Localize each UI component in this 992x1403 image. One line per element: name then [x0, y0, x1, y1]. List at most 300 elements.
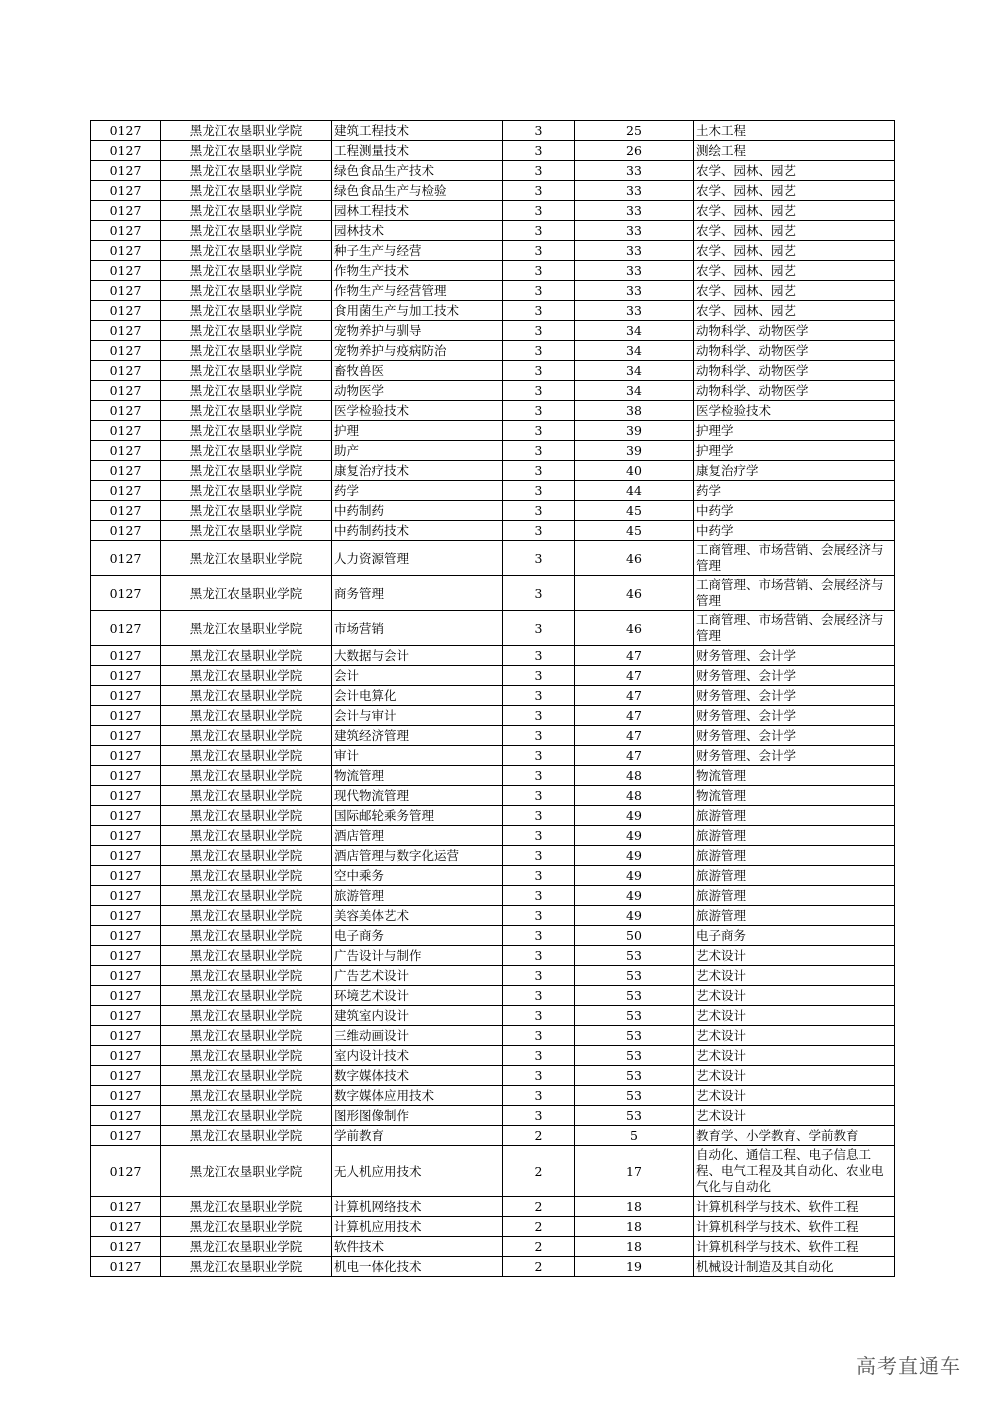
col-code: 0127	[91, 1086, 161, 1106]
col-code: 0127	[91, 1106, 161, 1126]
table-row	[91, 686, 895, 706]
col-subject: 动物科学、动物医学	[694, 381, 895, 401]
col-subject-code: 25	[575, 121, 694, 141]
col-subject: 旅游管理	[694, 866, 895, 886]
table-row	[91, 1217, 895, 1237]
table-row	[91, 886, 895, 906]
col-code: 0127	[91, 541, 161, 576]
col-subject: 财务管理、会计学	[694, 726, 895, 746]
col-code: 0127	[91, 481, 161, 501]
col-years: 3	[503, 121, 575, 141]
col-years: 3	[503, 1066, 575, 1086]
col-years: 3	[503, 886, 575, 906]
col-subject: 土木工程	[694, 121, 895, 141]
col-subject-code: 39	[575, 441, 694, 461]
col-subject: 农学、园林、园艺	[694, 181, 895, 201]
table-row	[91, 646, 895, 666]
table-row	[91, 986, 895, 1006]
col-subject: 财务管理、会计学	[694, 706, 895, 726]
col-years: 3	[503, 1086, 575, 1106]
col-code: 0127	[91, 1237, 161, 1257]
col-subject-code: 53	[575, 1046, 694, 1066]
col-years: 3	[503, 341, 575, 361]
col-subject-code: 46	[575, 611, 694, 646]
col-subject-code: 48	[575, 786, 694, 806]
col-subject-code: 53	[575, 946, 694, 966]
col-subject-code: 53	[575, 966, 694, 986]
col-years: 3	[503, 576, 575, 611]
col-major: 药学	[332, 481, 503, 501]
table-row	[91, 261, 895, 281]
col-code: 0127	[91, 221, 161, 241]
col-subject: 工商管理、市场营销、会展经济与管理	[694, 576, 895, 611]
col-subject: 艺术设计	[694, 1066, 895, 1086]
col-code: 0127	[91, 1146, 161, 1197]
col-subject-code: 33	[575, 281, 694, 301]
col-code: 0127	[91, 421, 161, 441]
col-subject: 财务管理、会计学	[694, 746, 895, 766]
col-subject-code: 34	[575, 381, 694, 401]
col-code: 0127	[91, 926, 161, 946]
col-subject: 财务管理、会计学	[694, 646, 895, 666]
col-subject-code: 49	[575, 826, 694, 846]
col-school: 黑龙江农垦职业学院	[161, 1066, 332, 1086]
table-row	[91, 421, 895, 441]
col-years: 3	[503, 926, 575, 946]
col-subject-code: 34	[575, 341, 694, 361]
col-years: 3	[503, 241, 575, 261]
table-row	[91, 501, 895, 521]
col-years: 3	[503, 866, 575, 886]
col-code: 0127	[91, 726, 161, 746]
col-subject-code: 18	[575, 1237, 694, 1257]
col-years: 3	[503, 441, 575, 461]
table-row	[91, 241, 895, 261]
col-school: 黑龙江农垦职业学院	[161, 401, 332, 421]
col-years: 3	[503, 401, 575, 421]
col-code: 0127	[91, 301, 161, 321]
table-body	[91, 121, 895, 1277]
col-years: 3	[503, 461, 575, 481]
col-school: 黑龙江农垦职业学院	[161, 1197, 332, 1217]
col-subject: 农学、园林、园艺	[694, 201, 895, 221]
col-subject: 艺术设计	[694, 1006, 895, 1026]
col-code: 0127	[91, 1257, 161, 1277]
table-row	[91, 966, 895, 986]
col-subject: 物流管理	[694, 766, 895, 786]
col-subject-code: 45	[575, 501, 694, 521]
col-school: 黑龙江农垦职业学院	[161, 261, 332, 281]
col-subject: 财务管理、会计学	[694, 686, 895, 706]
col-subject-code: 40	[575, 461, 694, 481]
col-major: 美容美体艺术	[332, 906, 503, 926]
col-subject-code: 53	[575, 1086, 694, 1106]
table-row	[91, 1237, 895, 1257]
col-years: 3	[503, 501, 575, 521]
col-school: 黑龙江农垦职业学院	[161, 666, 332, 686]
col-years: 2	[503, 1237, 575, 1257]
table-row	[91, 1026, 895, 1046]
col-major: 广告艺术设计	[332, 966, 503, 986]
col-school: 黑龙江农垦职业学院	[161, 1006, 332, 1026]
col-subject-code: 44	[575, 481, 694, 501]
col-major: 软件技术	[332, 1237, 503, 1257]
table-row	[91, 786, 895, 806]
col-code: 0127	[91, 846, 161, 866]
col-school: 黑龙江农垦职业学院	[161, 521, 332, 541]
col-subject: 计算机科学与技术、软件工程	[694, 1237, 895, 1257]
col-code: 0127	[91, 986, 161, 1006]
table-row	[91, 121, 895, 141]
table-row	[91, 361, 895, 381]
col-years: 3	[503, 726, 575, 746]
col-major: 畜牧兽医	[332, 361, 503, 381]
col-years: 3	[503, 686, 575, 706]
table-row	[91, 1257, 895, 1277]
col-years: 3	[503, 321, 575, 341]
col-code: 0127	[91, 401, 161, 421]
col-years: 3	[503, 141, 575, 161]
col-school: 黑龙江农垦职业学院	[161, 806, 332, 826]
col-subject: 护理学	[694, 441, 895, 461]
col-major: 商务管理	[332, 576, 503, 611]
col-subject: 财务管理、会计学	[694, 666, 895, 686]
table-row	[91, 541, 895, 576]
col-subject-code: 48	[575, 766, 694, 786]
col-school: 黑龙江农垦职业学院	[161, 181, 332, 201]
col-subject: 旅游管理	[694, 806, 895, 826]
col-major: 建筑室内设计	[332, 1006, 503, 1026]
table-row	[91, 706, 895, 726]
table-row	[91, 321, 895, 341]
col-major: 物流管理	[332, 766, 503, 786]
col-school: 黑龙江农垦职业学院	[161, 946, 332, 966]
col-major: 助产	[332, 441, 503, 461]
col-subject-code: 47	[575, 706, 694, 726]
col-code: 0127	[91, 161, 161, 181]
col-school: 黑龙江农垦职业学院	[161, 121, 332, 141]
col-subject: 医学检验技术	[694, 401, 895, 421]
col-major: 广告设计与制作	[332, 946, 503, 966]
col-subject-code: 49	[575, 906, 694, 926]
col-subject: 中药学	[694, 501, 895, 521]
col-subject-code: 5	[575, 1126, 694, 1146]
admission-table	[90, 120, 895, 1277]
col-major: 酒店管理与数字化运营	[332, 846, 503, 866]
col-subject: 旅游管理	[694, 906, 895, 926]
col-code: 0127	[91, 521, 161, 541]
col-years: 2	[503, 1257, 575, 1277]
col-subject: 动物科学、动物医学	[694, 341, 895, 361]
col-major: 计算机网络技术	[332, 1197, 503, 1217]
col-school: 黑龙江农垦职业学院	[161, 201, 332, 221]
table-row	[91, 611, 895, 646]
col-years: 3	[503, 261, 575, 281]
col-major: 人力资源管理	[332, 541, 503, 576]
col-code: 0127	[91, 866, 161, 886]
col-school: 黑龙江农垦职业学院	[161, 1086, 332, 1106]
col-years: 3	[503, 1026, 575, 1046]
col-years: 3	[503, 181, 575, 201]
col-code: 0127	[91, 341, 161, 361]
col-subject: 艺术设计	[694, 986, 895, 1006]
col-code: 0127	[91, 261, 161, 281]
col-major: 绿色食品生产与检验	[332, 181, 503, 201]
col-years: 3	[503, 746, 575, 766]
col-years: 2	[503, 1217, 575, 1237]
col-school: 黑龙江农垦职业学院	[161, 1026, 332, 1046]
col-subject-code: 33	[575, 181, 694, 201]
col-years: 3	[503, 611, 575, 646]
table-row	[91, 826, 895, 846]
col-school: 黑龙江农垦职业学院	[161, 381, 332, 401]
table-row	[91, 1066, 895, 1086]
col-subject-code: 33	[575, 241, 694, 261]
table-row	[91, 441, 895, 461]
col-code: 0127	[91, 181, 161, 201]
col-major: 中药制药	[332, 501, 503, 521]
col-years: 3	[503, 381, 575, 401]
table-row	[91, 846, 895, 866]
col-years: 3	[503, 1006, 575, 1026]
col-subject: 物流管理	[694, 786, 895, 806]
col-years: 2	[503, 1146, 575, 1197]
col-code: 0127	[91, 686, 161, 706]
col-major: 作物生产与经营管理	[332, 281, 503, 301]
col-subject-code: 53	[575, 1106, 694, 1126]
col-years: 3	[503, 826, 575, 846]
col-years: 3	[503, 766, 575, 786]
col-years: 3	[503, 966, 575, 986]
col-code: 0127	[91, 786, 161, 806]
col-subject: 电子商务	[694, 926, 895, 946]
col-subject-code: 17	[575, 1146, 694, 1197]
col-school: 黑龙江农垦职业学院	[161, 461, 332, 481]
col-subject-code: 49	[575, 846, 694, 866]
table-row	[91, 666, 895, 686]
col-subject: 中药学	[694, 521, 895, 541]
col-major: 现代物流管理	[332, 786, 503, 806]
col-subject-code: 49	[575, 886, 694, 906]
table-row	[91, 926, 895, 946]
col-subject-code: 18	[575, 1197, 694, 1217]
table-row	[91, 401, 895, 421]
table-row	[91, 381, 895, 401]
col-subject-code: 47	[575, 746, 694, 766]
col-school: 黑龙江农垦职业学院	[161, 646, 332, 666]
col-school: 黑龙江农垦职业学院	[161, 746, 332, 766]
col-years: 3	[503, 946, 575, 966]
col-code: 0127	[91, 241, 161, 261]
col-code: 0127	[91, 281, 161, 301]
col-subject-code: 53	[575, 1066, 694, 1086]
col-years: 3	[503, 201, 575, 221]
col-school: 黑龙江农垦职业学院	[161, 221, 332, 241]
table-row	[91, 866, 895, 886]
table-row	[91, 281, 895, 301]
col-major: 会计	[332, 666, 503, 686]
col-major: 种子生产与经营	[332, 241, 503, 261]
col-major: 动物医学	[332, 381, 503, 401]
col-subject-code: 53	[575, 1006, 694, 1026]
table-row	[91, 341, 895, 361]
table-row	[91, 141, 895, 161]
col-code: 0127	[91, 501, 161, 521]
col-subject: 旅游管理	[694, 846, 895, 866]
col-school: 黑龙江农垦职业学院	[161, 421, 332, 441]
col-code: 0127	[91, 361, 161, 381]
col-years: 3	[503, 161, 575, 181]
table-row	[91, 1126, 895, 1146]
col-major: 园林工程技术	[332, 201, 503, 221]
col-major: 数字媒体技术	[332, 1066, 503, 1086]
col-code: 0127	[91, 1046, 161, 1066]
col-subject-code: 33	[575, 301, 694, 321]
col-years: 3	[503, 421, 575, 441]
col-code: 0127	[91, 201, 161, 221]
col-years: 3	[503, 541, 575, 576]
col-code: 0127	[91, 381, 161, 401]
col-major: 中药制药技术	[332, 521, 503, 541]
col-years: 3	[503, 361, 575, 381]
col-school: 黑龙江农垦职业学院	[161, 1146, 332, 1197]
col-years: 3	[503, 986, 575, 1006]
col-years: 3	[503, 706, 575, 726]
col-subject: 工商管理、市场营销、会展经济与管理	[694, 541, 895, 576]
col-subject-code: 49	[575, 806, 694, 826]
col-code: 0127	[91, 766, 161, 786]
col-major: 康复治疗技术	[332, 461, 503, 481]
col-subject-code: 18	[575, 1217, 694, 1237]
col-code: 0127	[91, 611, 161, 646]
col-major: 大数据与会计	[332, 646, 503, 666]
col-subject: 艺术设计	[694, 1026, 895, 1046]
col-code: 0127	[91, 576, 161, 611]
col-major: 计算机应用技术	[332, 1217, 503, 1237]
table-row	[91, 301, 895, 321]
col-subject-code: 47	[575, 646, 694, 666]
col-major: 作物生产技术	[332, 261, 503, 281]
col-subject: 农学、园林、园艺	[694, 221, 895, 241]
col-subject-code: 33	[575, 221, 694, 241]
col-subject: 农学、园林、园艺	[694, 281, 895, 301]
col-code: 0127	[91, 946, 161, 966]
col-subject-code: 34	[575, 361, 694, 381]
col-years: 3	[503, 666, 575, 686]
col-school: 黑龙江农垦职业学院	[161, 141, 332, 161]
col-years: 3	[503, 521, 575, 541]
col-subject: 教育学、小学教育、学前教育	[694, 1126, 895, 1146]
col-code: 0127	[91, 1126, 161, 1146]
col-major: 会计电算化	[332, 686, 503, 706]
col-school: 黑龙江农垦职业学院	[161, 726, 332, 746]
col-major: 空中乘务	[332, 866, 503, 886]
col-subject-code: 33	[575, 161, 694, 181]
col-subject-code: 26	[575, 141, 694, 161]
col-school: 黑龙江农垦职业学院	[161, 541, 332, 576]
col-years: 3	[503, 1106, 575, 1126]
col-school: 黑龙江农垦职业学院	[161, 886, 332, 906]
col-code: 0127	[91, 646, 161, 666]
col-school: 黑龙江农垦职业学院	[161, 161, 332, 181]
col-code: 0127	[91, 1066, 161, 1086]
table-row	[91, 201, 895, 221]
col-subject: 动物科学、动物医学	[694, 321, 895, 341]
col-years: 3	[503, 301, 575, 321]
col-subject-code: 33	[575, 261, 694, 281]
col-years: 3	[503, 846, 575, 866]
col-major: 工程测量技术	[332, 141, 503, 161]
col-school: 黑龙江农垦职业学院	[161, 241, 332, 261]
col-subject: 自动化、通信工程、电子信息工程、电气工程及其自动化、农业电气化与自动化	[694, 1146, 895, 1197]
col-subject-code: 53	[575, 986, 694, 1006]
col-subject: 农学、园林、园艺	[694, 241, 895, 261]
col-major: 医学检验技术	[332, 401, 503, 421]
col-major: 食用菌生产与加工技术	[332, 301, 503, 321]
table-row	[91, 461, 895, 481]
col-major: 三维动画设计	[332, 1026, 503, 1046]
col-subject-code: 39	[575, 421, 694, 441]
table-row	[91, 746, 895, 766]
col-code: 0127	[91, 461, 161, 481]
col-school: 黑龙江农垦职业学院	[161, 281, 332, 301]
col-major: 国际邮轮乘务管理	[332, 806, 503, 826]
col-school: 黑龙江农垦职业学院	[161, 1237, 332, 1257]
col-code: 0127	[91, 806, 161, 826]
col-major: 绿色食品生产技术	[332, 161, 503, 181]
watermark: 高考直通车	[856, 1354, 961, 1378]
col-years: 3	[503, 646, 575, 666]
col-code: 0127	[91, 826, 161, 846]
col-major: 学前教育	[332, 1126, 503, 1146]
col-major: 市场营销	[332, 611, 503, 646]
col-major: 建筑工程技术	[332, 121, 503, 141]
table-row	[91, 906, 895, 926]
col-years: 3	[503, 221, 575, 241]
col-major: 电子商务	[332, 926, 503, 946]
col-subject: 艺术设计	[694, 1046, 895, 1066]
col-years: 3	[503, 481, 575, 501]
col-years: 2	[503, 1126, 575, 1146]
col-major: 图形图像制作	[332, 1106, 503, 1126]
col-major: 室内设计技术	[332, 1046, 503, 1066]
table-row	[91, 766, 895, 786]
col-code: 0127	[91, 121, 161, 141]
table-row	[91, 1146, 895, 1197]
col-subject: 艺术设计	[694, 946, 895, 966]
col-school: 黑龙江农垦职业学院	[161, 966, 332, 986]
table-row	[91, 726, 895, 746]
col-subject-code: 34	[575, 321, 694, 341]
col-code: 0127	[91, 1026, 161, 1046]
col-school: 黑龙江农垦职业学院	[161, 501, 332, 521]
col-subject-code: 46	[575, 541, 694, 576]
col-school: 黑龙江农垦职业学院	[161, 766, 332, 786]
col-years: 3	[503, 906, 575, 926]
col-code: 0127	[91, 746, 161, 766]
col-major: 审计	[332, 746, 503, 766]
col-major: 建筑经济管理	[332, 726, 503, 746]
col-subject-code: 47	[575, 666, 694, 686]
table-row	[91, 481, 895, 501]
table-row	[91, 161, 895, 181]
col-subject-code: 49	[575, 866, 694, 886]
col-school: 黑龙江农垦职业学院	[161, 361, 332, 381]
table-row	[91, 1046, 895, 1066]
col-school: 黑龙江农垦职业学院	[161, 906, 332, 926]
col-subject: 计算机科学与技术、软件工程	[694, 1217, 895, 1237]
col-subject-code: 46	[575, 576, 694, 611]
